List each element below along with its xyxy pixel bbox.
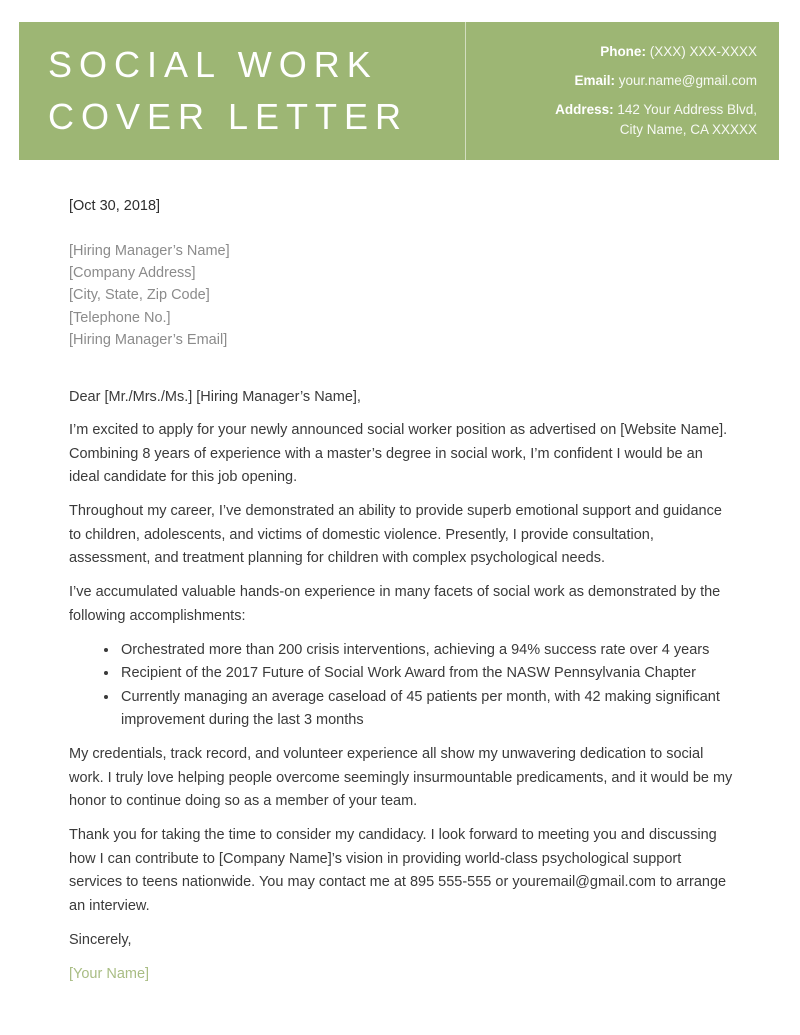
letter-body xyxy=(69,195,733,986)
accomplishment-item-3: • Currently managing an average caseload of 45 patients per month, with 42 making significant improvement during the last 3 months xyxy=(119,686,733,733)
recipient-block xyxy=(69,240,733,352)
address-value-line2: City Name, CA XXXXX xyxy=(619,122,757,137)
salutation: Dear [Mr./Mrs./Ms.] [Hiring Manager’s Name], xyxy=(69,388,361,405)
recipient-city-state-zip-line: [City, State, Zip Code] xyxy=(69,287,210,304)
email-value: your.name@gmail.com xyxy=(618,73,757,88)
header-contact-block xyxy=(555,22,757,160)
recipient-email-line: [Hiring Manager’s Email] xyxy=(69,332,228,349)
accomplishments-list xyxy=(69,639,733,733)
letter-date: [Oct 30, 2018] xyxy=(69,198,161,214)
contact-address-row xyxy=(555,100,757,140)
signature-name: [Your Name] xyxy=(69,965,150,982)
document-title xyxy=(48,22,408,160)
accomplishment-item-1: • Orchestrated more than 200 crisis interventions, achieving a 94% success rate over 4 years xyxy=(119,639,733,663)
contact-email-row xyxy=(574,71,757,91)
document-title-line2: COVER LETTER xyxy=(48,96,409,137)
contact-phone-row xyxy=(600,42,757,62)
paragraph-thank-you: Thank you for taking the time to consider my candidacy. I look forward to meeting you and discussing how I can contribute to [Company Name]’s vision in providing world-class psychological support services to teens nationwide. You may contact me at 895 555-555 or youremail@gmail.com to arrange an interview. xyxy=(69,827,727,914)
phone-label: Phone: xyxy=(600,44,646,59)
email-label: Email: xyxy=(574,73,615,88)
document-title-line1: SOCIAL WORK xyxy=(48,44,378,85)
header-banner xyxy=(19,22,779,160)
accomplishment-item-2: • Recipient of the 2017 Future of Social Work Award from the NASW Pennsylvania Chapter xyxy=(119,662,733,686)
recipient-company-address-line: [Company Address] xyxy=(69,264,196,281)
header-vertical-divider xyxy=(465,22,466,160)
closing: Sincerely, xyxy=(69,931,132,948)
recipient-name-line: [Hiring Manager’s Name] xyxy=(69,242,230,259)
phone-value: (XXX) XXX-XXXX xyxy=(649,44,757,59)
address-label: Address: xyxy=(555,102,614,117)
paragraph-intro: I’m excited to apply for your newly announced social worker position as advertised on [Website Name]. Combining 8 years of experience with a master’s degree in social work, I’m confident I would be an ideal candidate for this job opening. xyxy=(69,422,728,486)
paragraph-accomplishments-lead: I’ve accumulated valuable hands-on experience in many facets of social work as demonstrated by the following accomplishments: xyxy=(69,584,721,624)
address-value-line1: 142 Your Address Blvd, xyxy=(617,102,757,117)
paragraph-credentials: My credentials, track record, and volunteer experience all show my unwavering dedication to social work. I truly love helping people overcome seemingly insurmountable predicaments, and it would be my honor to continue doing so as a member of your team. xyxy=(69,746,733,810)
recipient-telephone-line: [Telephone No.] xyxy=(69,309,171,326)
paragraph-career: Throughout my career, I’ve demonstrated an ability to provide superb emotional support and guidance to children, adolescents, and victims of domestic violence. Presently, I provide consultation, assessment, and treatment planning for children with complex psychological needs. xyxy=(69,503,722,567)
